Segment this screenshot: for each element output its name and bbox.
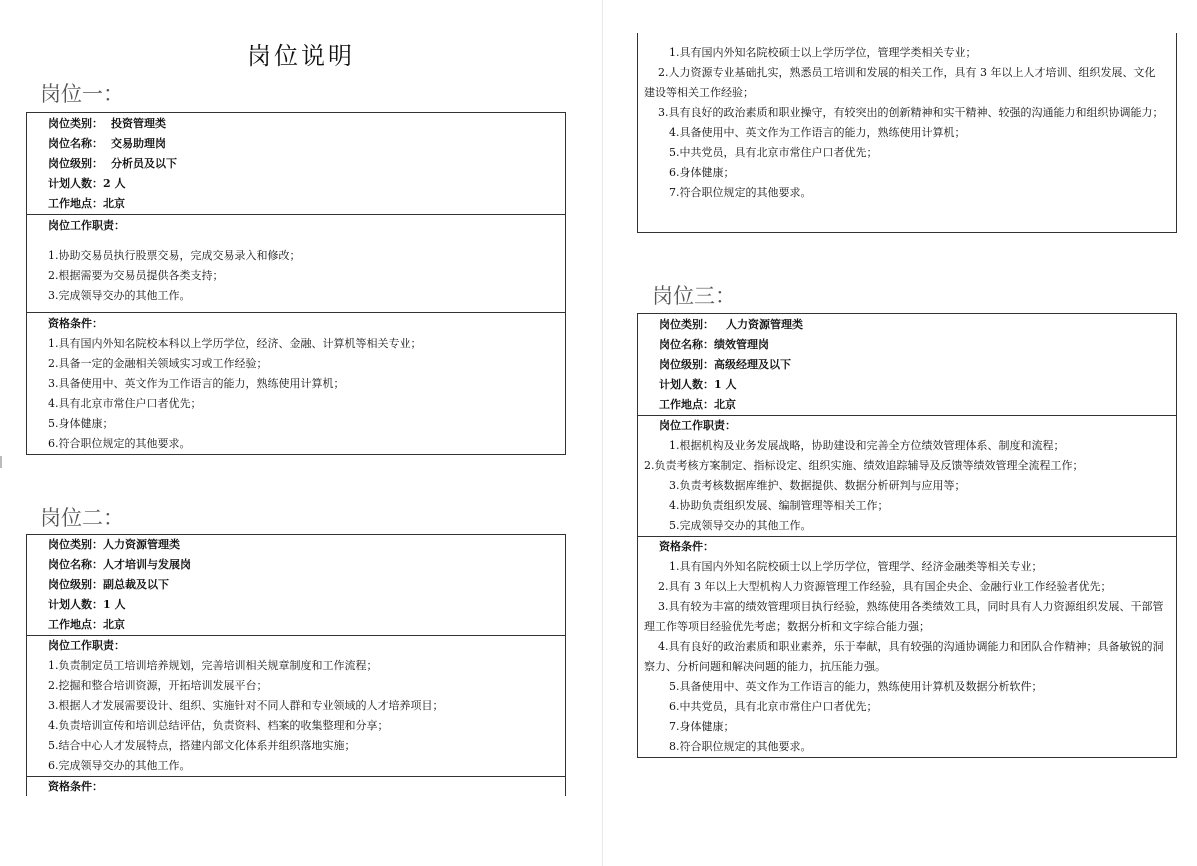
position-2-info xyxy=(27,535,565,635)
duties-title: 岗位工作职责： xyxy=(659,419,736,432)
qual-item: 6.符合职位规定的其他要求。 xyxy=(48,437,191,450)
qual-item: 3.具有较为丰富的绩效管理项目执行经验，熟练使用各类绩效工具，同时具有人力资源组织发展、干部管理工作等项目经验优先考虑；数据分析和文字综合能力强； xyxy=(644,600,1164,633)
qual-item: 3.具有良好的政治素质和职业操守，有较突出的创新精神和实干精神、较强的沟通能力和组织协调能力； xyxy=(658,106,1164,119)
position-2-duties xyxy=(27,635,565,776)
position-3-box xyxy=(637,313,1177,758)
info-row-category: 岗位类别： 人力资源管理类 xyxy=(659,318,803,331)
qual-item: 4.具有北京市常住户口者优先； xyxy=(48,397,202,410)
page-title: 岗位说明 xyxy=(247,42,355,70)
qual-item: 2.具备一定的金融相关领域实习或工作经验； xyxy=(48,357,268,370)
info-row-headcount: 计划人数：1 人 xyxy=(48,598,126,611)
info-row-location: 工作地点：北京 xyxy=(659,398,736,411)
position-2-box xyxy=(26,534,566,796)
position-1-heading: 岗位一： xyxy=(40,82,124,106)
duty-item: 2.挖掘和整合培训资源，开拓培训发展平台； xyxy=(48,679,268,692)
qual-item: 7.符合职位规定的其他要求。 xyxy=(669,186,812,199)
info-row-name: 岗位名称： 交易助理岗 xyxy=(48,137,166,150)
qual-item: 2.人力资源专业基础扎实，熟悉员工培训和发展的相关工作，具有 3 年以上人才培训、组织发展、文化建设等相关工作经验； xyxy=(644,66,1156,99)
position-2-qualifications xyxy=(27,776,565,796)
info-row-category: 岗位类别：人力资源管理类 xyxy=(48,538,180,551)
qual-item: 4.具备使用中、英文作为工作语言的能力，熟练使用计算机； xyxy=(669,126,966,139)
info-row-headcount: 计划人数：1 人 xyxy=(659,378,737,391)
duty-item: 2.负责考核方案制定、指标设定、组织实施、绩效追踪辅导及反馈等绩效管理全流程工作； xyxy=(644,459,1084,472)
info-row-category: 岗位类别： 投资管理类 xyxy=(48,117,166,130)
edge-mark xyxy=(0,456,2,468)
qual-item: 1.具有国内外知名院校本科以上学历学位，经济、金融、计算机等相关专业； xyxy=(48,337,422,350)
position-1-qualifications xyxy=(27,312,565,454)
position-1-info xyxy=(27,113,565,214)
position-3-info xyxy=(638,314,1176,415)
position-2-qualifications-continued xyxy=(637,33,1177,233)
duty-item: 1.协助交易员执行股票交易，完成交易录入和修改； xyxy=(48,249,301,262)
duty-item: 3.负责考核数据库维护、数据提供、数据分析研判与应用等； xyxy=(669,479,966,492)
duty-item: 1.根据机构及业务发展战略，协助建设和完善全方位绩效管理体系、制度和流程； xyxy=(669,439,1065,452)
position-1-box xyxy=(26,112,566,455)
page-divider xyxy=(602,0,603,866)
duty-item: 3.完成领导交办的其他工作。 xyxy=(48,289,191,302)
info-row-headcount: 计划人数：2 人 xyxy=(48,177,126,190)
duty-item: 5.结合中心人才发展特点，搭建内部文化体系并组织落地实施； xyxy=(48,739,356,752)
info-row-location: 工作地点：北京 xyxy=(48,618,125,631)
qual-item: 7.身体健康； xyxy=(669,720,735,733)
duty-item: 3.根据人才发展需要设计、组织、实施针对不同人群和专业领域的人才培养项目； xyxy=(48,699,444,712)
quals-title: 资格条件： xyxy=(659,540,714,553)
quals-title: 资格条件： xyxy=(48,317,103,330)
duties-title: 岗位工作职责： xyxy=(48,219,125,232)
duty-item: 5.完成领导交办的其他工作。 xyxy=(669,519,812,532)
qual-item: 6.中共党员，具有北京市常住户口者优先； xyxy=(669,700,878,713)
info-row-level: 岗位级别：副总裁及以下 xyxy=(48,578,169,591)
info-row-name: 岗位名称：人才培训与发展岗 xyxy=(48,558,191,571)
position-3-duties xyxy=(638,415,1176,536)
qual-item: 5.中共党员，具有北京市常住户口者优先； xyxy=(669,146,878,159)
qual-item: 1.具有国内外知名院校硕士以上学历学位，管理学类相关专业； xyxy=(669,46,977,59)
duty-item: 1.负责制定员工培训培养规划，完善培训相关规章制度和工作流程； xyxy=(48,659,378,672)
qual-item: 5.身体健康； xyxy=(48,417,114,430)
quals-title: 资格条件： xyxy=(48,780,103,793)
info-row-location: 工作地点：北京 xyxy=(48,197,125,210)
qual-item: 4.具有良好的政治素质和职业素养，乐于奉献，具有较强的沟通协调能力和团队合作精神；具备敏锐的洞察力、分析问题和解决问题的能力，抗压能力强。 xyxy=(644,640,1164,673)
qual-item: 6.身体健康； xyxy=(669,166,735,179)
duty-item: 4.协助负责组织发展、编制管理等相关工作； xyxy=(669,499,889,512)
info-row-level: 岗位级别： 分析员及以下 xyxy=(48,157,177,170)
info-row-name: 岗位名称：绩效管理岗 xyxy=(659,338,769,351)
duties-title: 岗位工作职责： xyxy=(48,639,125,652)
position-1-duties xyxy=(27,214,565,312)
qual-item: 2.具有 3 年以上大型机构人力资源管理工作经验，具有国企央企、金融行业工作经验者优先； xyxy=(658,580,1112,593)
duty-item: 2.根据需要为交易员提供各类支持； xyxy=(48,269,224,282)
qual-item: 8.符合职位规定的其他要求。 xyxy=(669,740,812,753)
position-2-heading: 岗位二： xyxy=(40,506,124,530)
position-3-heading: 岗位三： xyxy=(652,284,736,308)
qual-item: 1.具有国内外知名院校硕士以上学历学位，管理学、经济金融类等相关专业； xyxy=(669,560,1043,573)
info-row-level: 岗位级别：高级经理及以下 xyxy=(659,358,791,371)
duty-item: 4.负责培训宣传和培训总结评估，负责资料、档案的收集整理和分享； xyxy=(48,719,389,732)
qual-item: 5.具备使用中、英文作为工作语言的能力，熟练使用计算机及数据分析软件； xyxy=(669,680,1043,693)
duty-item: 6.完成领导交办的其他工作。 xyxy=(48,759,191,772)
qual-item: 3.具备使用中、英文作为工作语言的能力，熟练使用计算机； xyxy=(48,377,345,390)
position-3-qualifications xyxy=(638,536,1176,757)
